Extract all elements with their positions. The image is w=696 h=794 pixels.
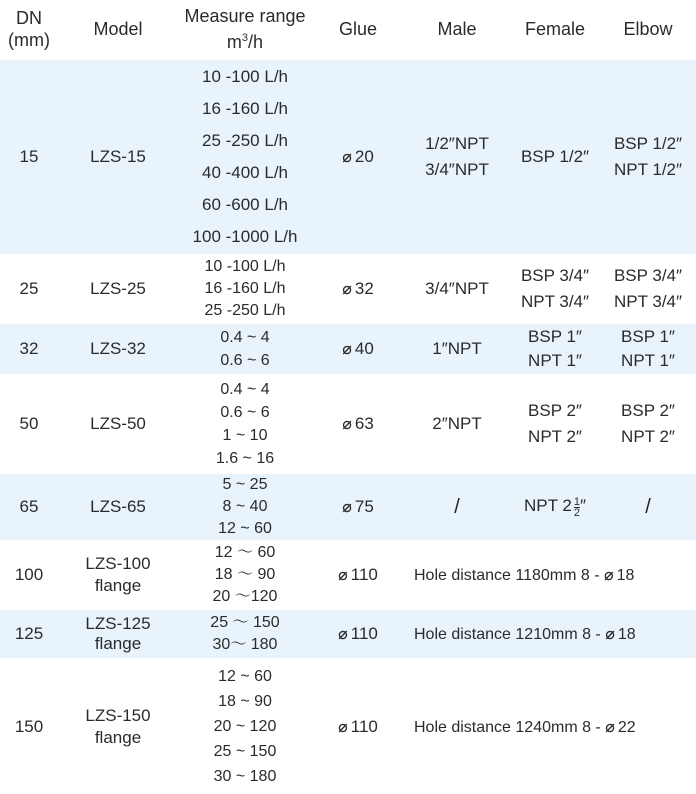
glue-value: 75 [354,497,374,516]
diameter-icon: ⌀ [605,718,615,736]
cell-female [510,375,600,473]
female-line: BSP 3/4″ [520,266,590,285]
table-body [0,59,696,793]
range-line: 16 -160 L/h [204,280,286,297]
range-line: 25 ~ 150 [213,743,277,760]
range-line: 0.6 ~ 6 [220,404,270,421]
header-glue: Glue [312,0,404,59]
table-header [0,0,696,59]
elbow-line: BSP 2″ [621,401,675,420]
diameter-icon: ⌀ [338,718,348,736]
cell-elbow [600,375,696,473]
diameter-icon: ⌀ [342,149,352,166]
cell-hole-distance [404,609,696,659]
hole-dia: 22 [617,718,636,736]
cell-range [178,541,312,609]
cell-elbow [600,59,696,255]
range-line: 25 -250 L/h [201,131,288,150]
table-row [0,659,696,793]
header-female: Female [510,0,600,59]
female-line: BSP 2″ [528,401,582,420]
cell-hole-distance [404,659,696,793]
male-line: 3/4″NPT [425,160,489,179]
range-line: 5 ~ 25 [222,476,268,493]
hole-text: Hole distance 1180mm 8 - [414,567,605,584]
table-row [0,375,696,473]
table-row [0,541,696,609]
diameter-icon: ⌀ [342,499,352,516]
cell-range [178,59,312,255]
glue-value: 32 [354,279,374,298]
header-elbow: Elbow [600,0,696,59]
fraction-denominator: 2 [573,506,580,519]
glue-value: 110 [350,716,378,736]
range-line: 1.6 ~ 16 [215,450,275,467]
cell-dn: 50 [0,375,58,473]
cell-dn: 150 [0,659,58,793]
cell-elbow [600,473,696,541]
cell-model [58,659,178,793]
cell-dn: 25 [0,255,58,323]
cell-range [178,609,312,659]
model-line2: flange [94,727,142,747]
range-line: 25 -250 L/h [204,302,286,319]
cell-female [510,323,600,375]
cell-dn: 100 [0,541,58,609]
diameter-icon: ⌀ [342,341,352,358]
elbow-line: NPT 2″ [621,427,675,446]
range-line: 12 ~ 60 [218,668,272,685]
cell-model [58,541,178,609]
range-line: 0.4 ~ 4 [220,381,270,398]
model-line1: LZS-100 [85,554,151,573]
table-row [0,255,696,323]
range-line: 20 ～120 [212,588,278,605]
cell-range [178,323,312,375]
glue-value: 40 [354,339,374,358]
elbow-line: BSP 3/4″ [613,266,683,285]
header-dn-line1: DN [16,8,42,28]
header-row [0,0,696,59]
not-available-mark: / [645,495,651,518]
cell-range [178,659,312,793]
header-range-line1: Measure range [184,6,306,26]
cell-glue [312,541,404,609]
range-line: 40 -400 L/h [201,163,288,182]
hole-text: Hole distance 1210mm 8 - [414,626,606,643]
range-line: 30～ 180 [212,636,278,653]
cell-glue [312,473,404,541]
elbow-line: BSP 1″ [621,327,675,346]
cell-male [404,473,510,541]
diameter-icon: ⌀ [605,626,615,643]
range-line: 18 ～ 90 [214,566,276,583]
not-available-mark: / [454,495,460,518]
range-line: 60 -600 L/h [201,195,288,214]
cell-female: BSP 1/2″ [510,59,600,255]
range-line: 10 -100 L/h [201,67,288,86]
elbow-line: NPT 3/4″ [613,292,683,311]
range-line: 12 ~ 60 [218,520,272,537]
cell-elbow [600,255,696,323]
header-model: Model [58,0,178,59]
model-line2: flange [94,634,142,653]
female-line: BSP 1″ [528,327,582,346]
cell-model [58,609,178,659]
glue-value: 63 [354,414,374,433]
hole-text: Hole distance 1240mm 8 - [414,718,606,736]
table-row [0,473,696,541]
cell-male: 1″NPT [404,323,510,375]
female-line: NPT 2″ [528,427,582,446]
cell-glue [312,659,404,793]
range-line: 20 ~ 120 [213,718,277,735]
elbow-line: NPT 1/2″ [613,160,683,179]
female-line: NPT 3/4″ [520,292,590,311]
table-row [0,59,696,255]
model-line1: LZS-125 [85,614,151,633]
elbow-line: BSP 1/2″ [613,134,683,153]
cell-hole-distance [404,541,696,609]
range-line: 100 -1000 L/h [192,227,298,246]
hole-dia: 18 [616,567,635,584]
range-line: 30 ~ 180 [213,768,277,785]
table-row [0,323,696,375]
female-line: NPT 1″ [528,351,582,370]
table-row [0,609,696,659]
header-range [178,0,312,59]
cell-glue [312,609,404,659]
diameter-icon: ⌀ [338,567,348,584]
header-male: Male [404,0,510,59]
female-tail: ″ [579,496,587,516]
diameter-icon: ⌀ [342,281,352,298]
cell-male: 3/4″NPT [404,255,510,323]
diameter-icon: ⌀ [338,626,348,643]
range-line: 18 ~ 90 [218,693,272,710]
cell-model: LZS-50 [58,375,178,473]
diameter-icon: ⌀ [342,416,352,433]
glue-value: 20 [354,147,374,166]
glue-value: 110 [350,565,378,584]
cell-glue [312,255,404,323]
model-line1: LZS-150 [85,705,151,725]
hole-dia: 18 [617,626,636,643]
cell-male [404,59,510,255]
range-line: 8 ~ 40 [222,498,268,515]
cell-range [178,473,312,541]
fraction-numerator: 1 [573,495,580,508]
header-dn-line2: (mm) [8,30,50,50]
diameter-icon: ⌀ [604,567,614,584]
cell-dn: 125 [0,609,58,659]
cell-glue [312,59,404,255]
range-line: 10 -100 L/h [204,258,286,275]
cell-range [178,255,312,323]
male-line: 1/2″NPT [425,134,489,153]
range-line: 25 ～ 150 [210,614,280,631]
cell-model: LZS-65 [58,473,178,541]
range-line: 16 -160 L/h [201,99,288,118]
cell-model: LZS-25 [58,255,178,323]
cell-dn: 15 [0,59,58,255]
cell-model: LZS-15 [58,59,178,255]
cell-female [510,255,600,323]
glue-value: 110 [350,624,378,643]
header-range-unit-base: m [226,32,242,52]
header-range-unit [178,27,312,53]
range-line: 12 ～ 60 [214,544,276,561]
range-line: 1 ~ 10 [222,427,268,444]
cell-female [510,473,600,541]
cell-glue [312,323,404,375]
model-line2: flange [94,576,142,595]
header-dn [0,0,58,59]
cell-elbow [600,323,696,375]
header-range-unit-sup: 3 [241,32,249,44]
cell-dn: 65 [0,473,58,541]
cell-glue [312,375,404,473]
range-line: 0.4 ~ 4 [220,329,270,346]
cell-dn: 32 [0,323,58,375]
female-text: NPT 2 [523,496,572,516]
cell-model: LZS-32 [58,323,178,375]
cell-male: 2″NPT [404,375,510,473]
range-line: 0.6 ~ 6 [220,352,270,369]
header-range-unit-tail: /h [248,32,264,52]
elbow-line: NPT 1″ [621,351,675,370]
cell-range [178,375,312,473]
